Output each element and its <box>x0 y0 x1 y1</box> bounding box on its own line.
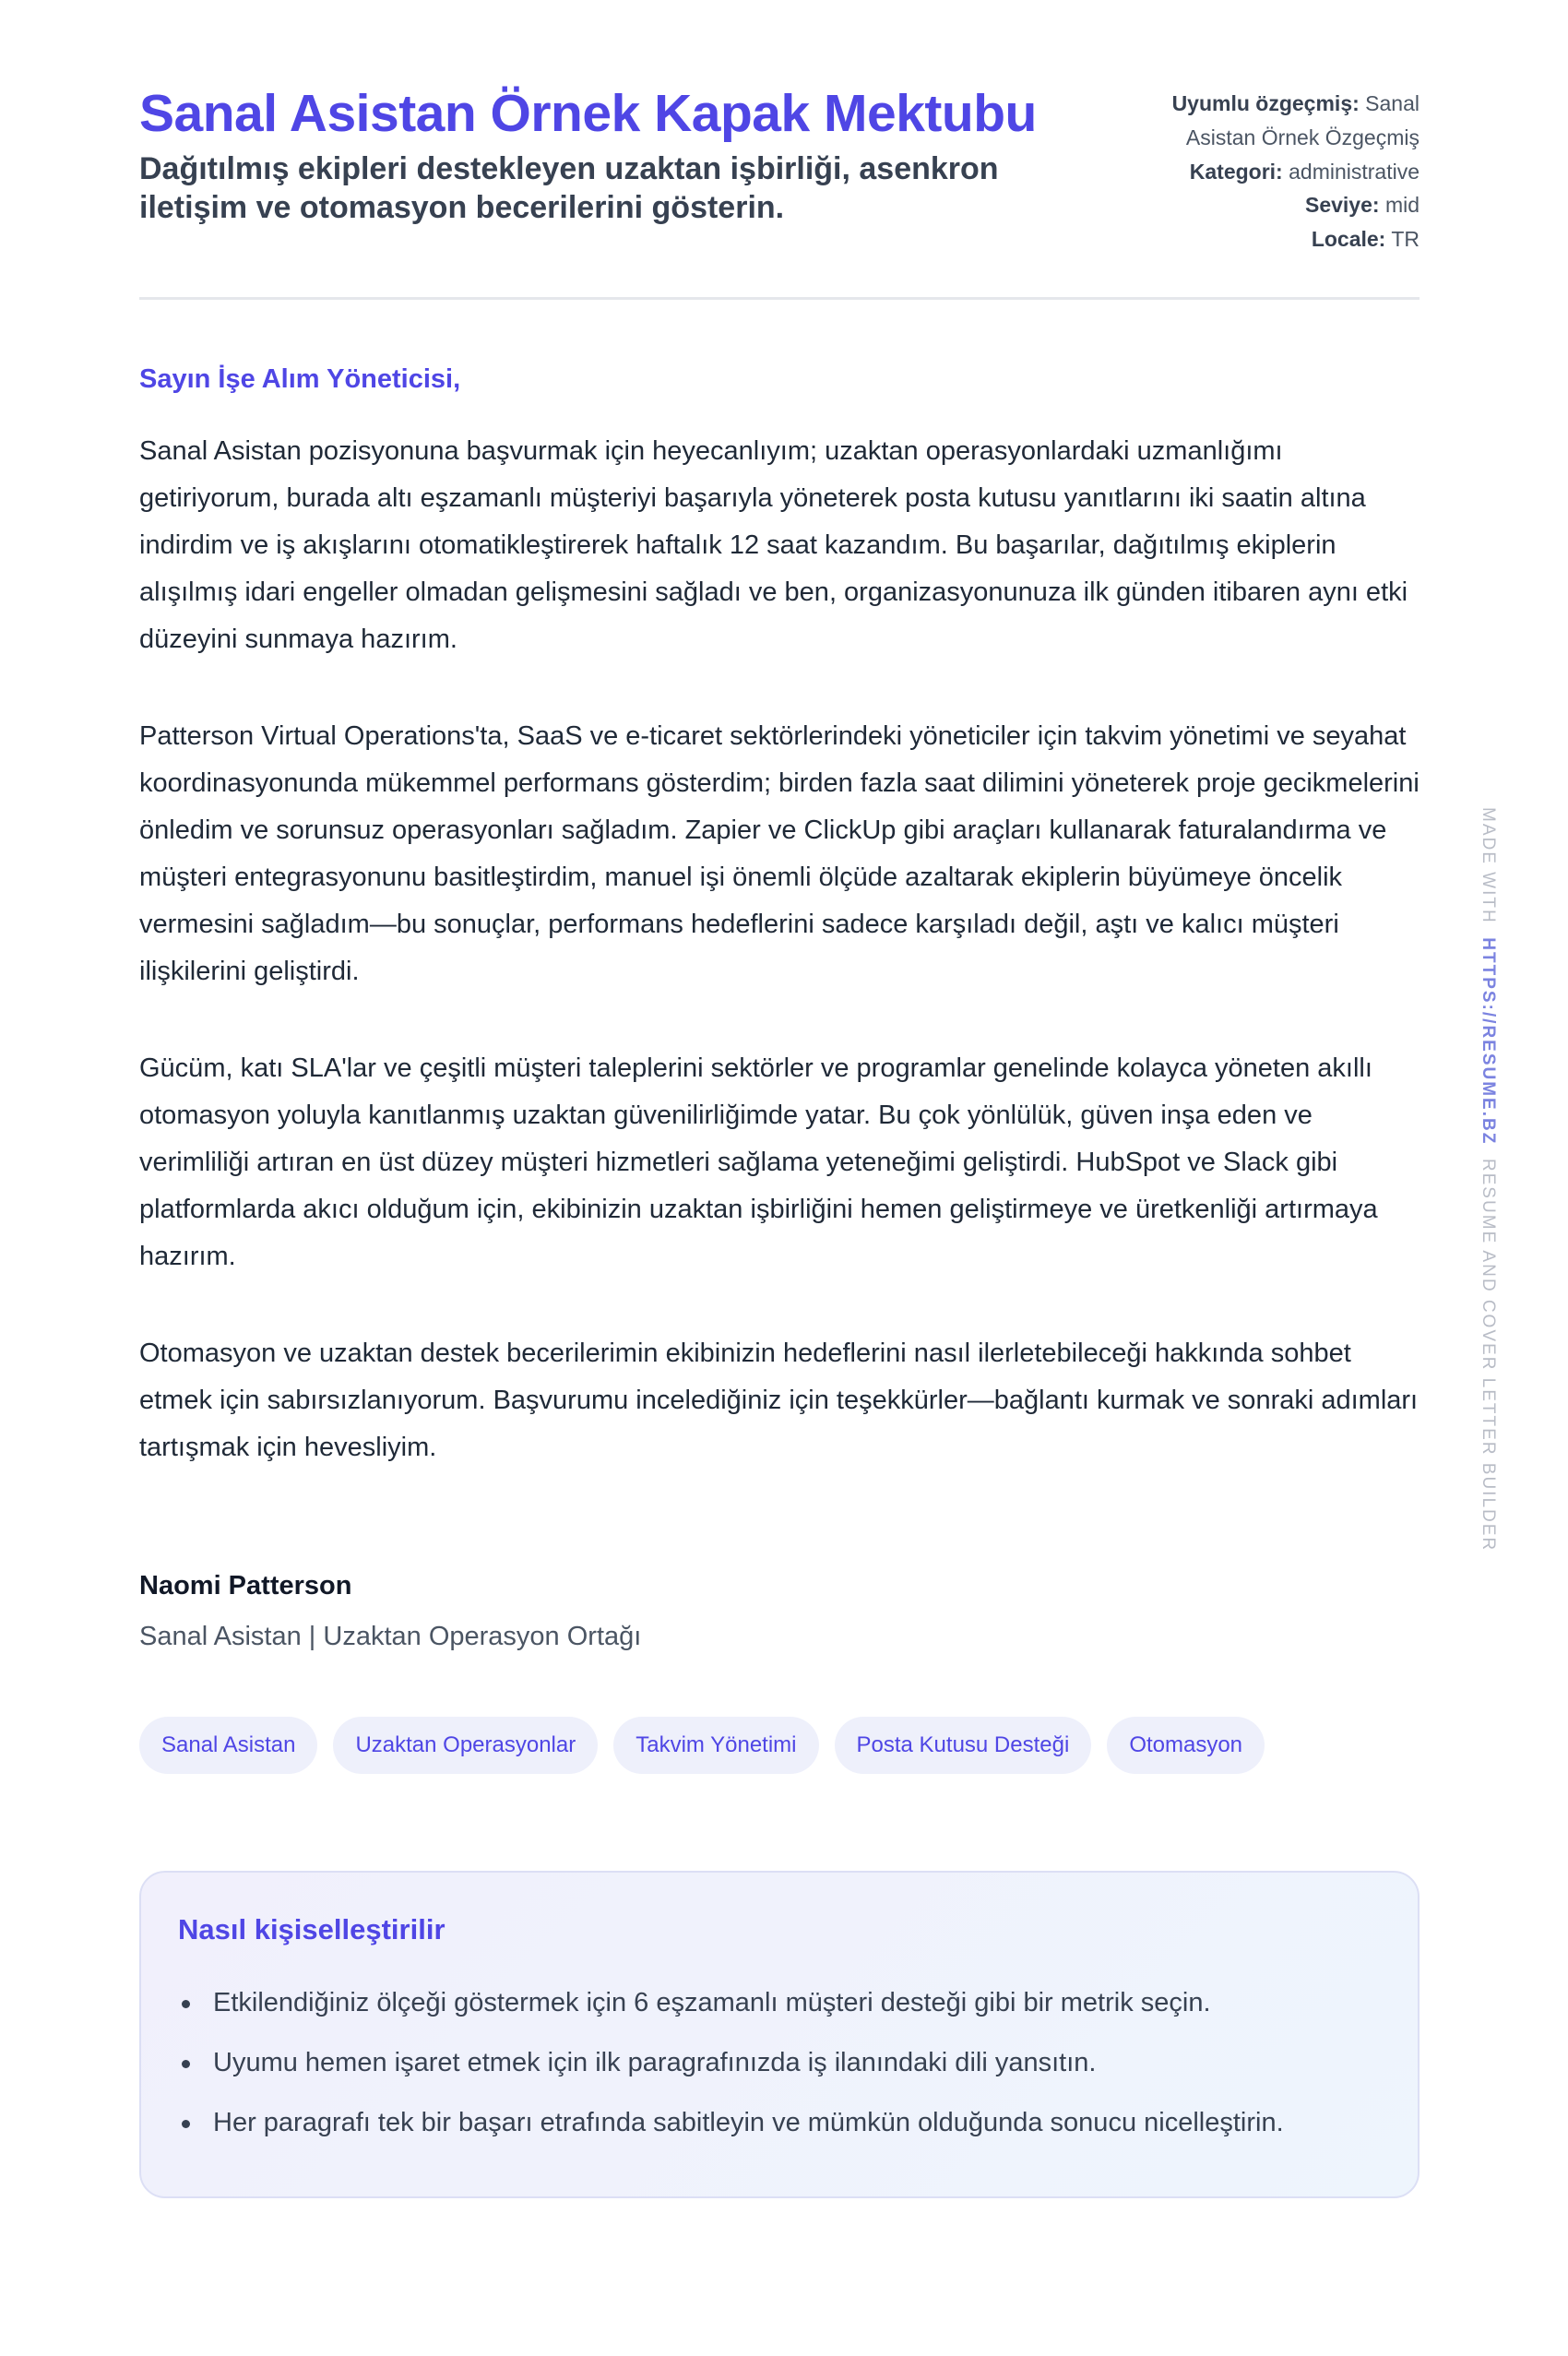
tag: Uzaktan Operasyonlar <box>333 1717 598 1774</box>
greeting: Sayın İşe Alım Yöneticisi, <box>139 363 461 394</box>
tag: Takvim Yönetimi <box>613 1717 818 1774</box>
tag-list <box>139 1717 1420 1774</box>
letter-paragraph: Otomasyon ve uzaktan destek becerilerimin ekibinizin hedeflerini nasıl ilerletebileceği hakkında sohbet etmek için sabırsızlanıyorum. Başvurumu incelediğiniz için teşekkürler—bağlantı kurmak ve sonraki adımları tartışmak için hevesliyim. <box>139 1338 1419 1462</box>
tips-list <box>178 1980 1381 2147</box>
tag: Posta Kutusu Desteği <box>835 1717 1092 1774</box>
tips-box <box>139 1871 1420 2198</box>
meta-info <box>1143 87 1420 256</box>
cover-letter-page <box>139 85 1420 2198</box>
tag: Sanal Asistan <box>139 1717 317 1774</box>
page-subtitle: Dağıtılmış ekipleri destekleyen uzaktan işbirliği, asenkron iletişim ve otomasyon becerilerini gösterin. <box>139 150 999 226</box>
meta-level: Seviye: mid <box>1304 193 1420 218</box>
signature-name: Naomi Patterson <box>139 1570 352 1600</box>
header <box>139 85 1420 300</box>
signature-title: Sanal Asistan | Uzaktan Operasyon Ortağı <box>139 1621 642 1651</box>
meta-category: Kategori: administrative <box>1189 159 1420 184</box>
letter-paragraph: Sanal Asistan pozisyonuna başvurmak için heyecanlıyım; uzaktan operasyonlardaki uzmanlığımı getiriyorum, burada altı eşzamanlı müşteriyi başarıyla yöneterek posta kutusu yanıtlarını iki saatin altına indirdim ve iş akışlarını otomatikleştirerek haftalık 12 saat kazandım. Bu başarılar, dağıtılmış ekiplerin alışılmış idari engeller olmadan gelişmesini sağladı ve ben, organizasyonunuza ilk günden itibaren aynı etki düzeyini sunmaya hazırım. <box>139 435 1408 654</box>
meta-locale: Locale: TR <box>1311 227 1420 252</box>
letter-paragraph: Gücüm, katı SLA'lar ve çeşitli müşteri taleplerini sektörler ve programlar genelinde kolayca yöneten akıllı otomasyon yoluyla kanıtlanmış uzaktan güvenilirliğimde yatar. Bu çok yönlülük, güven inşa eden ve verimliliği artıran en üst düzey müşteri hizmetleri sağlama yeteneğimi geliştirdi. HubSpot ve Slack gibi platformlarda akıcı olduğum için, ekibinizin uzaktan işbirliğini hemen geliştirmeye ve üretkenliği artırmaya hazırım. <box>139 1053 1378 1271</box>
watermark-link[interactable]: HTTPS://RESUME.BZ <box>1479 937 1498 1146</box>
tag: Otomasyon <box>1107 1717 1265 1774</box>
tip-item: Uyumu hemen işaret etmek için ilk paragrafınızda iş ilanındaki dili yansıtın. <box>213 2040 1381 2087</box>
watermark: MADE WITH HTTPS://RESUME.BZ RESUME AND COVER LETTER BUILDER <box>1479 807 1498 1553</box>
page-title: Sanal Asistan Örnek Kapak Mektubu <box>139 84 1037 143</box>
tip-item: Etkilendiğiniz ölçeği göstermek için 6 eşzamanlı müşteri desteği gibi bir metrik seçin. <box>213 1980 1381 2027</box>
tip-item: Her paragrafı tek bir başarı etrafında sabitleyin ve mümkün olduğunda sonucu nicelleştirin. <box>213 2100 1381 2147</box>
title-block <box>139 85 1062 228</box>
tips-title: Nasıl kişiselleştirilir <box>178 1912 445 1945</box>
meta-resume: Uyumlu özgeçmiş: Sanal Asistan Örnek Özgeçmiş <box>1171 91 1420 149</box>
letter-paragraph: Patterson Virtual Operations'ta, SaaS ve e-ticaret sektörlerindeki yöneticiler için takvim yönetimi ve seyahat koordinasyonunda mükemmel performans gösterdim; birden fazla saat dilimini yöneterek proje gecikmelerini önledim ve sorunsuz operasyonları sağladım. Zapier ve ClickUp gibi araçları kullanarak faturalandırma ve müşteri entegrasyonunu basitleştirdim, manuel işi önemli ölçüde azaltarak ekiplerin büyümeye öncelik vermesini sağladım—bu sonuçlar, performans hedeflerini sadece karşıladı değil, aştı ve kalıcı müşteri ilişkilerini geliştirdi. <box>139 720 1420 986</box>
